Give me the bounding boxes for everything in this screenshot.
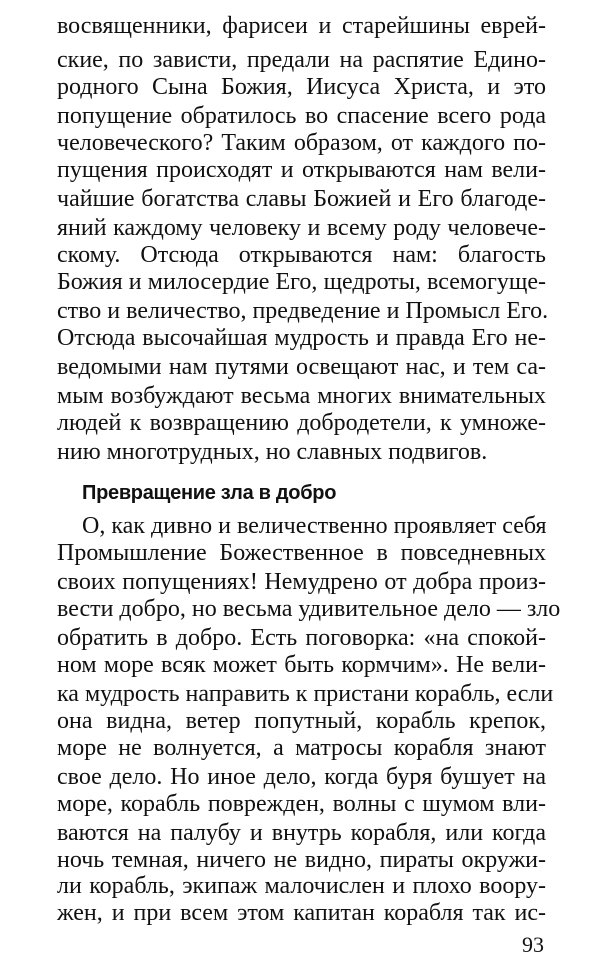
section-heading: Превращение зла в добро bbox=[82, 482, 337, 504]
section-paragraph-line: своих попущениях! Немудрено от добра произ- bbox=[57, 569, 546, 595]
section-paragraph-line: ном море всяк может быть кормчим». Не вели- bbox=[57, 652, 546, 678]
section-paragraph-line: свое дело. Но иное дело, когда буря бушует на bbox=[57, 764, 546, 790]
paragraph-1-line: восвященники, фарисеи и старейшины еврей- bbox=[57, 13, 546, 39]
paragraph-1-line: мым возбуждают весьма многих внимательных bbox=[57, 383, 546, 409]
section-paragraph-line: море, корабль поврежден, волны с шумом вли- bbox=[57, 791, 546, 817]
paragraph-1-line: нию многотрудных, но славных подвигов. bbox=[57, 439, 488, 465]
paragraph-1-line: пущения происходят и открываются нам вели- bbox=[57, 157, 546, 183]
section-paragraph-line: ваются на палубу и внутрь корабля, или когда bbox=[57, 820, 546, 846]
section-paragraph-line: Промышление Божественное в повседневных bbox=[57, 540, 546, 566]
paragraph-1-line: попущение обратилось во спасение всего рода bbox=[57, 103, 546, 129]
page-number: 93 bbox=[522, 932, 544, 957]
section-paragraph-line: вести добро, но весьма удивительное дело — зло bbox=[57, 596, 561, 622]
paragraph-1-line: чайшие богатства славы Божией и Его благоде- bbox=[57, 186, 546, 212]
paragraph-1-line: людей к возвращению добродетели, к умноже- bbox=[57, 410, 546, 436]
paragraph-1-line: человеческого? Таким образом, от каждого по- bbox=[57, 130, 546, 156]
paragraph-1-line: Отсюда высочайшая мудрость и правда Его не- bbox=[57, 325, 546, 351]
section-paragraph-line: ка мудрость направить к пристани корабль, если bbox=[57, 681, 554, 707]
paragraph-1-line: скому. Отсюда открываются нам: благость bbox=[57, 242, 546, 268]
paragraph-1-line: яний каждому человеку и всему роду человече- bbox=[57, 215, 546, 241]
section-paragraph-line: море не волнуется, а матросы корабля знают bbox=[57, 735, 546, 761]
section-paragraph-line: ночь темная, ничего не видно, пираты окружи- bbox=[57, 847, 546, 873]
paragraph-1-line: родного Сына Божия, Иисуса Христа, и это bbox=[57, 74, 546, 100]
section-paragraph-line: она видна, ветер попутный, корабль крепок, bbox=[57, 708, 546, 734]
paragraph-1-line: ские, по зависти, предали на распятие Едино- bbox=[57, 47, 546, 73]
paragraph-1-line: Божия и милосердие Его, щедроты, всемогуще- bbox=[57, 269, 546, 295]
paragraph-1-line: ство и величество, предведение и Промысл Его. bbox=[57, 298, 549, 324]
paragraph-1-line: ведомыми нам путями освещают нас, и тем са- bbox=[57, 354, 546, 380]
section-paragraph-line: ли корабль, экипаж малочислен и плохо воору- bbox=[57, 873, 546, 899]
section-paragraph-line: жен, и при всем этом капитан корабля так ис- bbox=[57, 900, 546, 926]
section-paragraph-line: обратить в добро. Есть поговорка: «на спокой- bbox=[57, 625, 546, 651]
section-paragraph-line: О, как дивно и величественно проявляет себя bbox=[82, 513, 547, 539]
